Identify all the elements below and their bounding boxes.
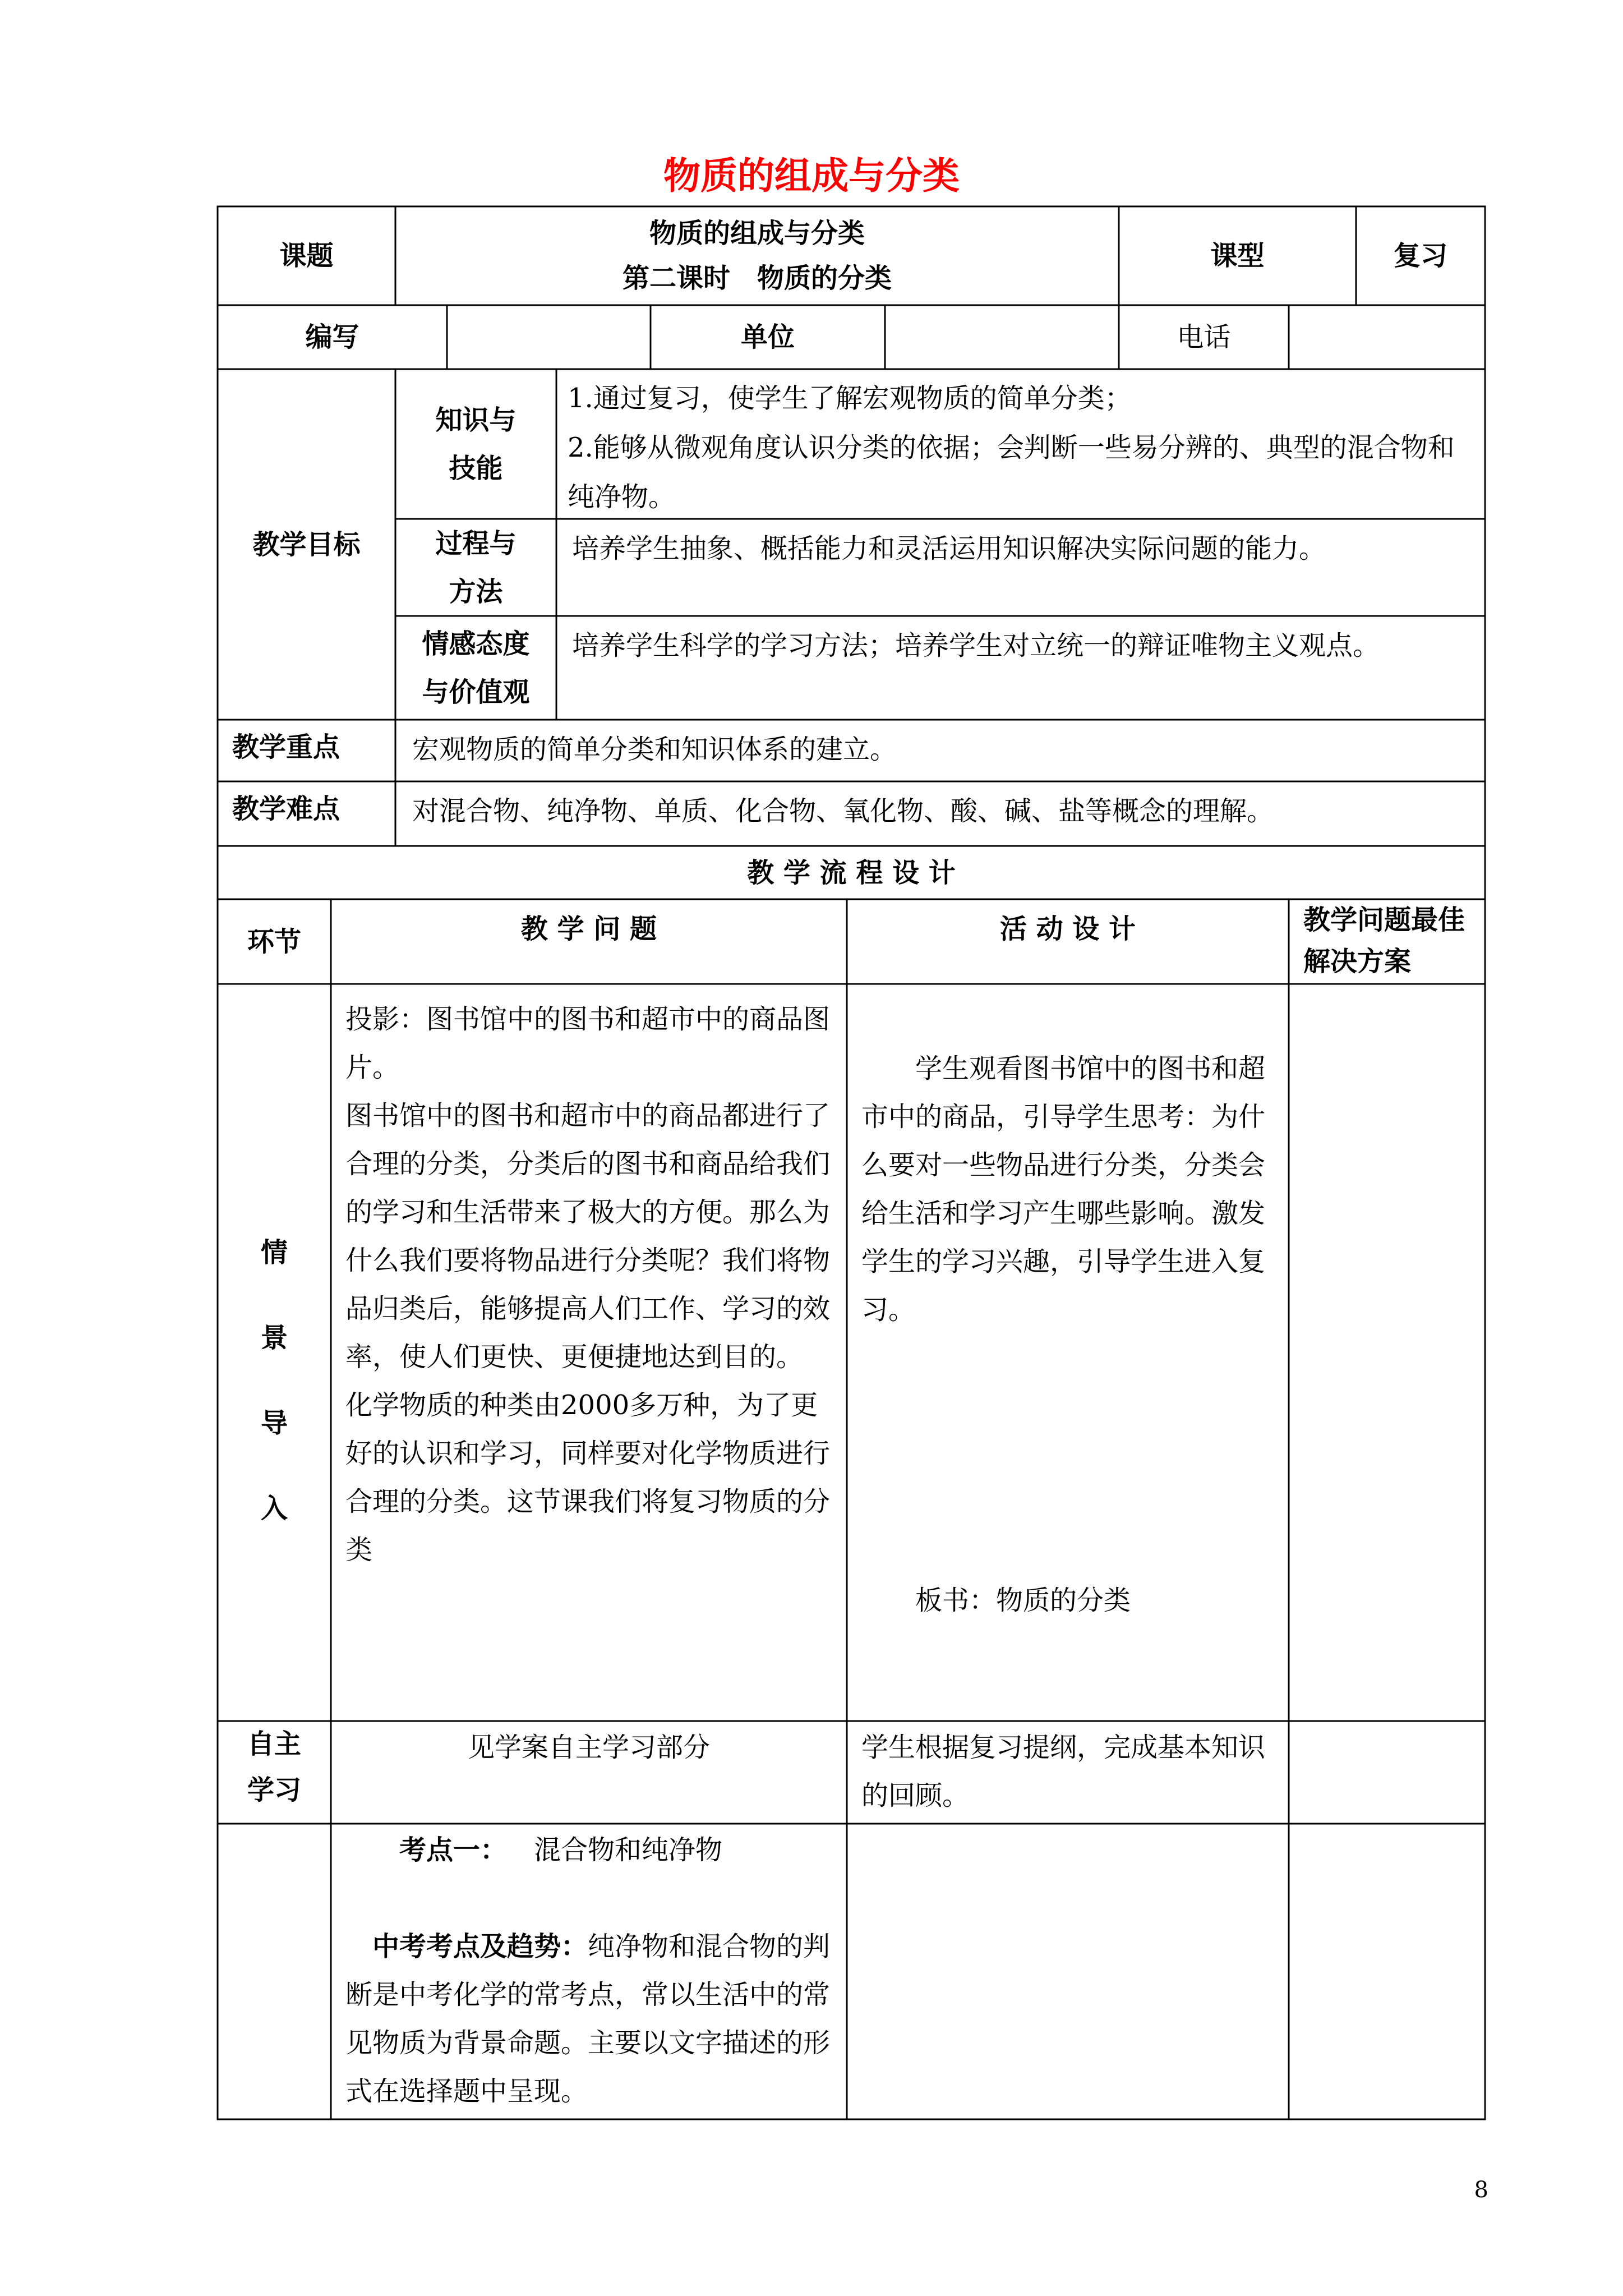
stage-char: 景: [260, 1322, 288, 1354]
activity-exam-point: [847, 1824, 1289, 2119]
col-problem: 教 学 问 题: [520, 913, 657, 945]
author-label: 编写: [305, 321, 359, 353]
stage-self-study: [218, 1721, 331, 1824]
solution-exam-point: [1289, 1824, 1485, 2119]
phone-value: [1289, 305, 1485, 369]
phone-label: 电话: [1177, 321, 1231, 353]
topic-line-2: 第二课时 物质的分类: [622, 263, 892, 294]
knowledge-label-line-2: 技能: [449, 452, 503, 484]
knowledge-label-line-1: 知识与: [435, 404, 517, 436]
unit-label: 单位: [740, 321, 795, 353]
type-value: 复习: [1393, 240, 1447, 272]
problem-paragraph: 图书馆中的图书和超市中的商品都进行了合理的分类，分类后的图书和商品给我们的学习和生活带来了极大的方便。那么为什么我们要将物品进行分类呢？我们将物品归类后，能够提高人们工作、学习的效率，使人们更快、更便捷地达到目的。: [345, 1100, 831, 1373]
col-solution: 教学问题最佳解决方案: [1303, 904, 1465, 977]
solution-self-study: [1289, 1721, 1485, 1824]
exam-point-label: 考点一：: [399, 1834, 508, 1866]
activity-paragraph: 学生观看图书馆中的图书和超市中的商品，引导学生思考：为什么要对一些物品进行分类，分类会给生活和学习产生哪些影响。激发学生的学习兴趣，引导学生进入复习。: [861, 1053, 1266, 1326]
knowledge-item-1: 1.通过复习，使学生了解宏观物质的简单分类；: [568, 383, 1132, 414]
stage-scenario: [218, 984, 331, 1721]
process-label-line-2: 方法: [449, 576, 503, 608]
emotion-text: 培养学生科学的学习方法；培养学生对立统一的辩证唯物主义观点。: [572, 630, 1380, 661]
topic-line-1: 物质的组成与分类: [649, 218, 865, 249]
page-number: 8: [1474, 2177, 1488, 2203]
problem-exam-point: [331, 1824, 847, 2119]
exam-point-heading: [345, 1826, 833, 1874]
topic-label: 课题: [279, 240, 334, 272]
solution-scenario: [1289, 984, 1485, 1721]
difficulty-label: 教学难点: [232, 793, 340, 825]
exam-point-topic: 混合物和纯净物: [534, 1834, 723, 1866]
objectives-label: 教学目标: [252, 528, 361, 560]
problem-self-study: 见学案自主学习部分: [467, 1732, 710, 1763]
activity-board-note: 板书：物质的分类: [915, 1585, 1131, 1616]
process-text: 培养学生抽象、概括能力和灵活运用知识解决实际问题的能力。: [572, 533, 1326, 564]
emotion-label: [395, 616, 556, 720]
emotion-label-line-2: 与价值观: [422, 676, 530, 708]
stage-char: 入: [260, 1493, 288, 1524]
topic-value: [395, 206, 1119, 305]
knowledge-text: [556, 369, 1485, 519]
process-label-line-1: 过程与: [435, 527, 517, 559]
knowledge-item-2: 2.能够从微观角度认识分类的依据；会判断一些易分辨的、典型的混合物和纯净物。: [568, 432, 1455, 513]
exam-trend: [345, 1922, 833, 2115]
type-label: 课型: [1210, 240, 1265, 272]
activity-self-study: 学生根据复习提纲，完成基本知识的回顾。: [861, 1732, 1266, 1811]
unit-value: [885, 305, 1119, 369]
stage-char: 情: [260, 1237, 288, 1268]
stage-exam-point: [218, 1824, 331, 2119]
difficulty-value: 对混合物、纯净物、单质、化合物、氧化物、酸、碱、盐等概念的理解。: [412, 795, 1274, 827]
col-stage: 环节: [247, 926, 301, 958]
problem-paragraph: 投影：图书馆中的图书和超市中的商品图片。: [345, 1004, 831, 1083]
problem-paragraph: 化学物质的种类由2000多万种，为了更好的认识和学习，同样要对化学物质进行合理的分类。这节课我们将复习物质的分类: [345, 1389, 831, 1566]
problem-scenario: [331, 984, 847, 1721]
author-value: [447, 305, 651, 369]
stage-self-study-line-1: 自主: [247, 1728, 301, 1760]
stage-self-study-line-2: 学习: [247, 1774, 301, 1806]
key-point-label: 教学重点: [232, 731, 340, 763]
exam-trend-label: 中考考点及趋势：: [372, 1931, 588, 1962]
knowledge-label: [395, 369, 556, 519]
process-label: [395, 519, 556, 616]
exam-trend-text: 纯净物和混合物的判断是中考化学的常考点，常以生活中的常见物质为背景命题。主要以文字描述的形式在选择题中呈现。: [345, 1931, 831, 2107]
key-point-value: 宏观物质的简单分类和知识体系的建立。: [412, 734, 897, 765]
col-activity: 活 动 设 计: [999, 913, 1136, 945]
flow-heading: 教 学 流 程 设 计: [747, 857, 956, 889]
emotion-label-line-1: 情感态度: [422, 628, 530, 660]
document-title: 物质的组成与分类: [663, 154, 960, 197]
stage-char: 导: [260, 1407, 288, 1439]
